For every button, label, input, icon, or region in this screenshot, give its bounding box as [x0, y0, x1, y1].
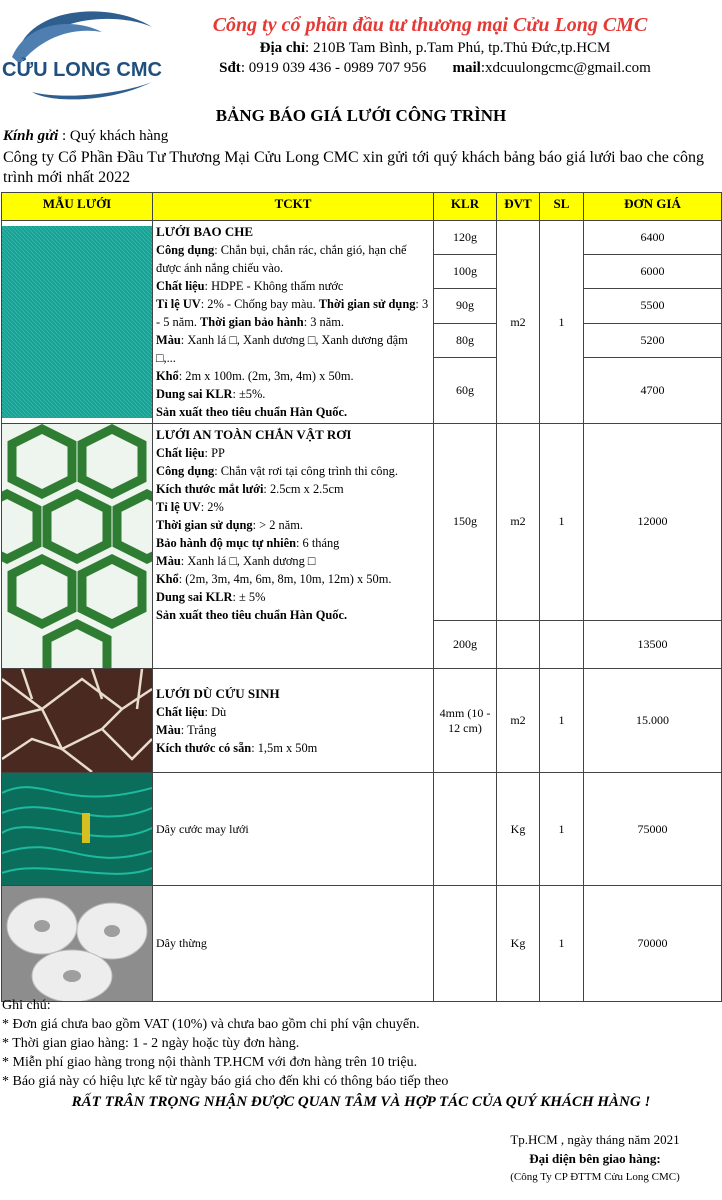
header-unit: ĐVT	[497, 193, 540, 221]
unit-cell: m2	[497, 221, 540, 424]
price-cell: 70000	[584, 886, 722, 1002]
price-cell: 75000	[584, 773, 722, 886]
table-header-row	[2, 193, 722, 221]
spec-line	[156, 462, 430, 480]
note-item: * Đơn giá chưa bao gồm VAT (10%) và chưa bao gồm chi phí vận chuyển.	[2, 1017, 420, 1032]
product-image-cell	[2, 221, 153, 424]
spec-label: Màu	[156, 554, 181, 568]
product-image-cell	[2, 886, 153, 1002]
phone-label: Sđt	[219, 60, 241, 76]
company-address	[155, 40, 715, 57]
address-value: : 210B Tam Bình, p.Tam Phú, tp.Thủ Đức,tp.HCM	[305, 40, 611, 56]
header-weight: KLR	[434, 193, 497, 221]
header-price: ĐƠN GIÁ	[584, 193, 722, 221]
spec-value: : ± 5%	[232, 590, 266, 604]
product-spec-cell	[153, 221, 434, 424]
spec-value: : PP	[204, 446, 225, 460]
note-item: * Thời gian giao hàng: 1 - 2 ngày hoặc tùy đơn hàng.	[2, 1036, 300, 1051]
spec-line	[156, 295, 430, 331]
spec-line	[156, 241, 430, 277]
spec-value: : Xanh lá □, Xanh dương □, Xanh dương đậm □,...	[156, 333, 408, 365]
qty-cell	[540, 620, 584, 668]
spec-value: : (2m, 3m, 4m, 6m, 8m, 10m, 12m) x 50m.	[178, 572, 392, 586]
company-contact	[155, 60, 715, 77]
product-name: LƯỚI DÙ CỨU SINH	[156, 685, 280, 701]
spec-line	[156, 534, 430, 552]
price-cell: 4700	[584, 357, 722, 423]
spec-label: Thời gian sử dụng	[156, 518, 253, 532]
qty-cell: 1	[540, 773, 584, 886]
spec-label: Chất liệu	[156, 446, 205, 460]
spec-line	[156, 367, 430, 385]
spec-line	[156, 480, 430, 498]
thank-you-message: RẤT TRÂN TRỌNG NHẬN ĐƯỢC QUAN TÂM VÀ HỢP TÁC CỦA QUÝ KHÁCH HÀNG !	[71, 1094, 651, 1110]
header-spec: TCKT	[153, 193, 434, 221]
product-image-cell	[2, 773, 153, 886]
spec-label: Sản xuất theo tiêu chuẩn Hàn Quốc.	[156, 608, 348, 622]
spec-label: Chất liệu	[156, 704, 205, 719]
product-spec-cell	[153, 669, 434, 773]
weight-cell: 60g	[434, 357, 497, 423]
spec-value: : Chắn bụi, chắn rác, chắn gió, hạn chế được ánh nắng chiếu vào.	[156, 243, 407, 275]
spec-value: : 3 - 5 năm.	[156, 297, 429, 329]
unit-cell	[497, 620, 540, 668]
spec-value: : > 2 năm.	[252, 518, 303, 532]
table-row	[2, 886, 722, 1002]
spec-line	[156, 331, 430, 367]
unit-cell: m2	[497, 424, 540, 621]
header-qty: SL	[540, 193, 584, 221]
logo-text: CỬU LONG CMC	[2, 59, 162, 81]
spec-label: Màu	[156, 333, 181, 347]
weight-cell: 120g	[434, 221, 497, 255]
intro-text: Công ty Cổ Phần Đầu Tư Thương Mại Cửu Long CMC xin gửi tới quý khách bảng báo giá lưới bao che công trình mới nhất 2022	[3, 149, 704, 186]
spec-line	[156, 588, 430, 606]
green-twine-image	[2, 773, 152, 885]
qty-cell: 1	[540, 424, 584, 621]
weight-cell	[434, 886, 497, 1002]
spec-label: Bảo hành độ mục tự nhiên	[156, 536, 296, 550]
green-safety-net-image	[2, 424, 152, 668]
phone-value: : 0919 039 436 - 0989 707 956	[240, 60, 427, 76]
spec-label: Chất liệu	[156, 279, 205, 293]
weight-cell: 80g	[434, 323, 497, 357]
spec-label: Kích thước có sẵn	[156, 740, 252, 755]
price-cell: 6400	[584, 221, 722, 255]
spec-value: : Trắng	[180, 722, 217, 737]
product-image-cell	[2, 424, 153, 669]
unit-cell: m2	[497, 669, 540, 773]
product-name: LƯỚI AN TOÀN CHẮN VẬT RƠI	[156, 427, 352, 442]
spec-label: Kích thước mắt lưới	[156, 482, 264, 496]
price-table	[1, 192, 722, 1002]
spec-line	[156, 516, 430, 534]
spec-value: : Chắn vật rơi tại công trình thi công.	[214, 464, 398, 478]
weight-cell: 4mm (10 - 12 cm)	[434, 669, 497, 773]
spec-value: : 2.5cm x 2.5cm	[263, 482, 344, 496]
document-title: BẢNG BÁO GIÁ LƯỚI CÔNG TRÌNH	[215, 106, 507, 125]
spec-value: : 2m x 100m. (2m, 3m, 4m) x 50m.	[178, 369, 354, 383]
spec-label: Công dụng	[156, 464, 215, 478]
signature-block	[470, 1130, 720, 1187]
weight-cell: 100g	[434, 255, 497, 289]
price-cell: 12000	[584, 424, 722, 621]
spec-line	[156, 498, 430, 516]
table-row	[2, 221, 722, 255]
spec-line	[156, 570, 430, 588]
spec-line	[156, 739, 430, 757]
note-item: * Miễn phí giao hàng trong nội thành TP.HCM với đơn hàng trên 10 triệu.	[2, 1055, 418, 1070]
table-row	[2, 773, 722, 886]
unit-cell: Kg	[497, 886, 540, 1002]
notes-heading: Ghi chú:	[2, 998, 51, 1013]
company-name: Công ty cổ phần đầu tư thương mại Cửu Long CMC	[212, 14, 648, 36]
spec-label: Công dụng	[156, 243, 215, 257]
white-rope-net-image	[2, 669, 152, 772]
spec-value: : Dù	[204, 704, 227, 719]
spec-label: Tỉ lệ UV	[156, 297, 201, 311]
spec-label: Thời gian sử dụng	[318, 297, 416, 311]
spec-value: : Xanh lá □, Xanh dương □	[180, 554, 316, 568]
table-row	[2, 424, 722, 621]
spec-label: Thời gian bảo hành	[200, 315, 304, 329]
qty-cell: 1	[540, 221, 584, 424]
spec-value: : 2%	[200, 500, 224, 514]
spec-line	[156, 444, 430, 462]
weight-cell	[434, 773, 497, 886]
price-cell: 13500	[584, 620, 722, 668]
product-name-cell: Dây thừng	[153, 886, 434, 1002]
unit-cell: Kg	[497, 773, 540, 886]
note-item: * Báo giá này có hiệu lực kể từ ngày báo giá cho đến khi có thông báo tiếp theo	[2, 1074, 449, 1089]
product-name: LƯỚI BAO CHE	[156, 224, 254, 239]
qty-cell: 1	[540, 886, 584, 1002]
spec-label: Màu	[156, 722, 181, 737]
price-cell: 15.000	[584, 669, 722, 773]
product-image-cell	[2, 669, 153, 773]
signature-date: Tp.HCM , ngày tháng năm 2021	[510, 1132, 680, 1147]
spec-value: : 6 tháng	[296, 536, 340, 550]
spec-line	[156, 552, 430, 570]
signature-role: Đại diện bên giao hàng:	[529, 1151, 661, 1166]
spec-label: Dung sai KLR	[156, 387, 233, 401]
spec-value: : ±5%.	[232, 387, 266, 401]
greeting-label: Kính gửi	[3, 128, 59, 144]
white-rope-image	[2, 886, 152, 1001]
header-sample: MẪU LƯỚI	[2, 193, 153, 221]
price-cell: 5500	[584, 289, 722, 323]
product-spec-cell	[153, 424, 434, 669]
table-row	[2, 669, 722, 773]
mail-label: mail	[452, 60, 481, 76]
spec-label: Khổ	[156, 369, 179, 383]
spec-label: Sản xuất theo tiêu chuẩn Hàn Quốc.	[156, 405, 348, 419]
spec-value: : 1,5m x 50m	[251, 740, 318, 755]
green-shade-net-image	[2, 226, 152, 418]
spec-value: : 3 năm.	[303, 315, 344, 329]
qty-cell: 1	[540, 669, 584, 773]
address-label: Địa chỉ	[259, 40, 306, 56]
spec-line	[156, 721, 430, 739]
spec-line	[156, 703, 430, 721]
greeting	[3, 128, 168, 145]
price-cell: 5200	[584, 323, 722, 357]
spec-label: Dung sai KLR	[156, 590, 233, 604]
spec-value: : 2% - Chống bay màu.	[200, 297, 319, 311]
spec-line	[156, 277, 430, 295]
weight-cell: 90g	[434, 289, 497, 323]
price-cell: 6000	[584, 255, 722, 289]
signature-company: (Công Ty CP ĐTTM Cửu Long CMC)	[510, 1171, 680, 1183]
product-name-cell: Dây cước may lưới	[153, 773, 434, 886]
spec-line	[156, 385, 430, 403]
weight-cell: 150g	[434, 424, 497, 621]
spec-label: Tỉ lệ UV	[156, 500, 201, 514]
spec-line	[156, 403, 430, 421]
spec-line	[156, 606, 430, 624]
spec-value: : HDPE - Không thấm nước	[204, 279, 344, 293]
notes-section	[2, 996, 448, 1091]
mail-value: :xdcuulongcmc@gmail.com	[480, 60, 651, 76]
company-logo	[2, 2, 162, 102]
weight-cell: 200g	[434, 620, 497, 668]
greeting-value: : Quý khách hàng	[58, 128, 169, 144]
spec-label: Khổ	[156, 572, 179, 586]
